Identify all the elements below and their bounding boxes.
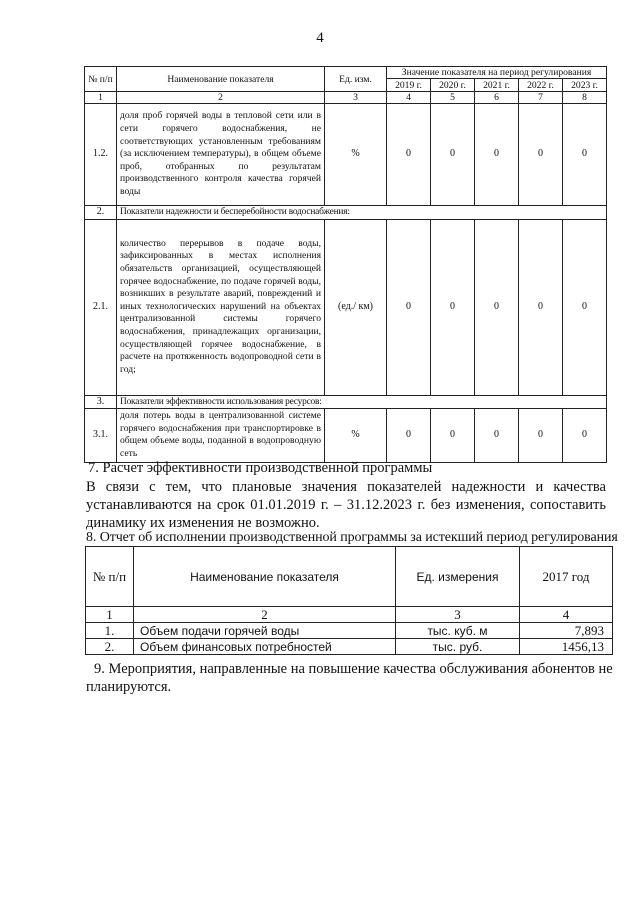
header-year: 2019 г.: [387, 79, 431, 92]
column-number: 3: [325, 92, 387, 104]
section-num: 3.: [85, 395, 117, 409]
table-row: [85, 219, 607, 395]
page-number: 4: [316, 30, 324, 46]
section-title: Показатели надежности и бесперебойности водоснабжения:: [117, 206, 607, 220]
header-year: 2020 г.: [431, 79, 475, 92]
table-row: [86, 623, 613, 639]
header-num: № п/п: [86, 547, 134, 607]
row-value: 0: [431, 409, 475, 462]
section-title: Показатели эффективности использования ресурсов:: [117, 395, 607, 409]
table-row: [86, 639, 613, 655]
column-number: 6: [475, 92, 519, 104]
column-number: 2: [134, 607, 396, 623]
row-value: 0: [431, 104, 475, 206]
row-value: 0: [387, 104, 431, 206]
header-name: Наименование показателя: [134, 547, 396, 607]
row-unit: (ед./ км): [325, 219, 387, 395]
row-unit: %: [325, 104, 387, 206]
row-value: 0: [519, 409, 563, 462]
table-row: [85, 104, 607, 206]
row-value: 0: [563, 409, 607, 462]
row-value: 0: [475, 219, 519, 395]
row-value: 0: [387, 219, 431, 395]
row-name: доля проб горячей воды в тепловой сети или в сети горячего водоснабжения, не соответствующих установленным требованиям (за исключением температуры), в общем объеме проб, отобранных по результатам производственного контроля качества горячей воды: [117, 104, 325, 206]
column-number: 4: [520, 607, 613, 623]
row-value: 0: [563, 104, 607, 206]
table-row: [85, 409, 607, 462]
row-unit: тыс. куб. м: [396, 623, 520, 639]
row-num: 3.1.: [85, 409, 117, 462]
indicators-table: [84, 66, 607, 463]
column-number: 1: [86, 607, 134, 623]
column-number: 8: [563, 92, 607, 104]
section-8-heading: 8. Отчет об исполнении производственной программы за истекший период регулирования: [86, 530, 618, 545]
row-value: 0: [519, 104, 563, 206]
row-name: Объем финансовых потребностей: [134, 639, 396, 655]
section-row: [85, 206, 607, 220]
header-year: 2021 г.: [475, 79, 519, 92]
column-number: 2: [117, 92, 325, 104]
column-number: 3: [396, 607, 520, 623]
column-number: 5: [431, 92, 475, 104]
row-value: 0: [431, 219, 475, 395]
row-num: 2.: [86, 639, 134, 655]
header-unit: Ед. изм.: [325, 67, 387, 92]
header-year: 2017 год: [520, 547, 613, 607]
header-num: № п/п: [85, 67, 117, 92]
row-unit: тыс. руб.: [396, 639, 520, 655]
row-unit: %: [325, 409, 387, 462]
row-name: доля потерь воды в централизованной системе горячего водоснабжения при транспортировке в общем объеме воды, поданной в водопроводную сеть: [117, 409, 325, 462]
header-year: 2023 г.: [563, 79, 607, 92]
header-values-group: Значение показателя на период регулирования: [387, 67, 607, 79]
row-name: Объем подачи горячей воды: [134, 623, 396, 639]
section-7-text: В связи с тем, что плановые значения показателей надежности и качества устанавливаются на срок 01.01.2019 г. – 31.12.2023 г. без изменения, сопоставить динамику их изменения не возможно.: [86, 479, 606, 531]
row-value: 1456,13: [520, 639, 613, 655]
row-name: количество перерывов в подаче воды, зафиксированных в местах исполнения обязательств организацией, осуществляющей горячее водоснабжение, по подаче горячей воды, возникших в результате аварий, повреждений и иных технологических нарушений на объектах централизованной системы горячего водоснабжения, принадлежащих организации, осуществляющей горячее водоснабжение, в расчете на протяженность водопроводной сети в год;: [117, 219, 325, 395]
header-name: Наименование показателя: [117, 67, 325, 92]
section-num: 2.: [85, 206, 117, 220]
row-num: 2.1.: [85, 219, 117, 395]
header-year: 2022 г.: [519, 79, 563, 92]
column-number: 4: [387, 92, 431, 104]
row-num: 1.2.: [85, 104, 117, 206]
column-number: 1: [85, 92, 117, 104]
header-unit: Ед. измерения: [396, 547, 520, 607]
section-7-heading: 7. Расчет эффективности производственной программы: [88, 460, 433, 476]
row-value: 0: [387, 409, 431, 462]
column-number: 7: [519, 92, 563, 104]
row-value: 0: [475, 104, 519, 206]
row-value: 0: [563, 219, 607, 395]
row-value: 0: [475, 409, 519, 462]
row-value: 0: [519, 219, 563, 395]
section-row: [85, 395, 607, 409]
row-value: 7,893: [520, 623, 613, 639]
section-9-text: 9. Мероприятия, направленные на повышение качества обслуживания абонентов не планируются.: [86, 661, 613, 695]
report-table: [85, 546, 613, 655]
row-num: 1.: [86, 623, 134, 639]
